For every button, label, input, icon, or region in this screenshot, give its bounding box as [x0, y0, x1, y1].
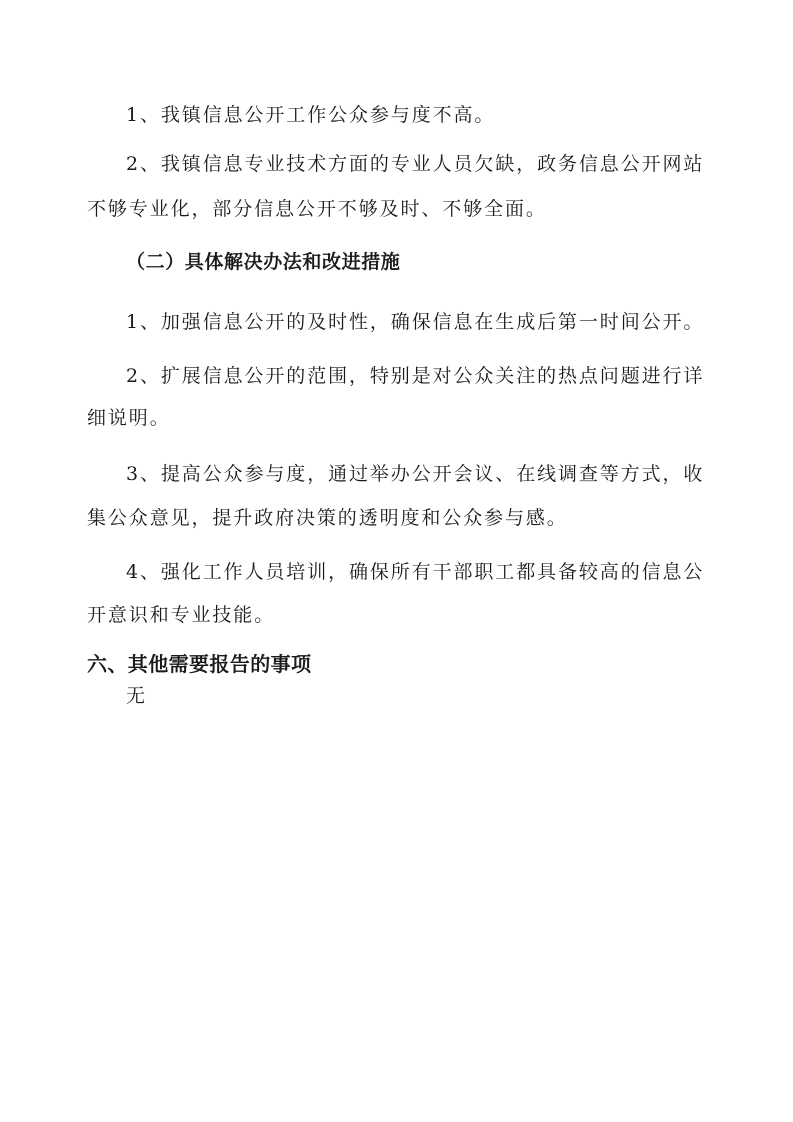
other-matters-content: 无: [126, 685, 147, 707]
solution-item-2-line-2: 细说明。: [87, 407, 171, 429]
issue-item-1: 1、我镇信息公开工作公众参与度不高。: [126, 104, 496, 126]
solution-item-4-line-1: 4、强化工作人员培训，确保所有干部职工都具备较高的信息公: [126, 561, 705, 583]
solution-item-1: 1、加强信息公开的及时性，确保信息在生成后第一时间公开。: [126, 311, 705, 333]
issue-item-2-line-1: 2、我镇信息专业技术方面的专业人员欠缺，政务信息公开网站: [126, 153, 705, 175]
section-heading-solutions: （二）具体解决办法和改进措施: [126, 251, 401, 273]
solution-item-3-line-2: 集公众意见，提升政府决策的透明度和公众参与感。: [87, 507, 568, 529]
section-heading-other-matters: 六、其他需要报告的事项: [87, 652, 312, 676]
issue-item-2-line-2: 不够专业化，部分信息公开不够及时、不够全面。: [87, 198, 547, 220]
solution-item-2-line-1: 2、扩展信息公开的范围，特别是对公众关注的热点问题进行详: [126, 365, 705, 387]
solution-item-3-line-1: 3、提高公众参与度，通过举办公开会议、在线调查等方式，收: [126, 463, 705, 485]
solution-item-4-line-2: 开意识和专业技能。: [87, 604, 276, 626]
